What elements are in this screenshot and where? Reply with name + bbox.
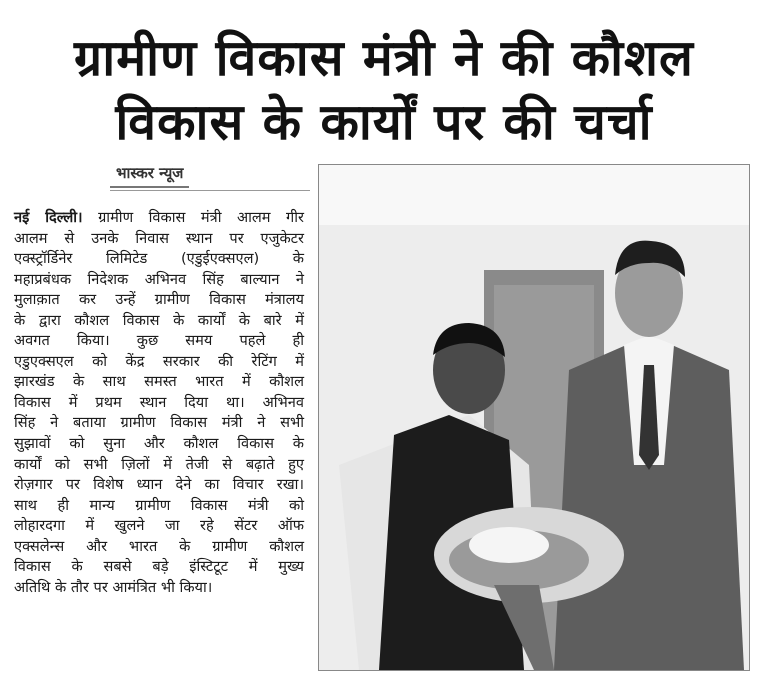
article-line: महाप्रबंधक निदेशक अभिनव सिंह बाल्यान ने — [14, 270, 304, 288]
article-line: कार्यों को सभी ज़िलों में तेजी से बढ़ाते हुए — [14, 455, 304, 473]
headline-line-1: ग्रामीण विकास मंत्री ने की कौशल — [74, 29, 694, 87]
article-line-text: ग्रामीण विकास मंत्री आलम गीर — [98, 209, 304, 226]
photo-illustration — [319, 165, 749, 670]
article-line: अवगत किया। कुछ समय पहले ही — [14, 332, 304, 350]
article-line: लोहारदगा में खुलने जा रहे सेंटर ऑफ — [14, 517, 304, 535]
article-line: साथ ही मान्य ग्रामीण विकास मंत्री को — [14, 496, 304, 514]
article-line — [14, 208, 304, 229]
article-line: सिंह ने बताया ग्रामीण विकास मंत्री ने सभी — [14, 414, 304, 432]
article-line: एडुएक्सएल को केंद्र सरकार की रेटिंग में — [14, 352, 304, 370]
dateline: नई दिल्ली। — [14, 209, 83, 226]
article-line: विकास के सबसे बड़े इंस्टिटूट में मुख्य — [14, 558, 304, 576]
article-line: के द्वारा कौशल विकास के कार्यों के बारे में — [14, 311, 304, 329]
article-line: झारखंड के साथ समस्त भारत में कौशल — [14, 373, 304, 391]
article-line: सुझावों को सुना और कौशल विकास के — [14, 435, 304, 453]
byline-rule — [110, 190, 310, 191]
article-line: एक्सलेन्स और भारत के ग्रामीण कौशल — [14, 537, 304, 555]
headline-line-2: विकास के कार्यों पर की चर्चा — [115, 93, 653, 151]
byline: भास्कर न्यूज — [110, 163, 189, 188]
article-line: एक्स्ट्रॉर्डिनेर लिमिटेड (एडुईएक्सएल) के — [14, 250, 304, 268]
article-line: विकास में प्रथम स्थान दिया था। अभिनव — [14, 393, 304, 411]
article-body — [14, 208, 304, 598]
article-line: मुलाक़ात कर उन्हें ग्रामीण विकास मंत्रालय — [14, 291, 304, 309]
news-photo — [318, 164, 750, 671]
article-line: रोज़गार पर विशेष ध्यान देने का विचार रखा। — [14, 476, 304, 494]
article-line: अतिथि के तौर पर आमंत्रित भी किया। — [14, 578, 213, 596]
article-line: आलम से उनके निवास स्थान पर एजुकेटर — [14, 229, 304, 247]
